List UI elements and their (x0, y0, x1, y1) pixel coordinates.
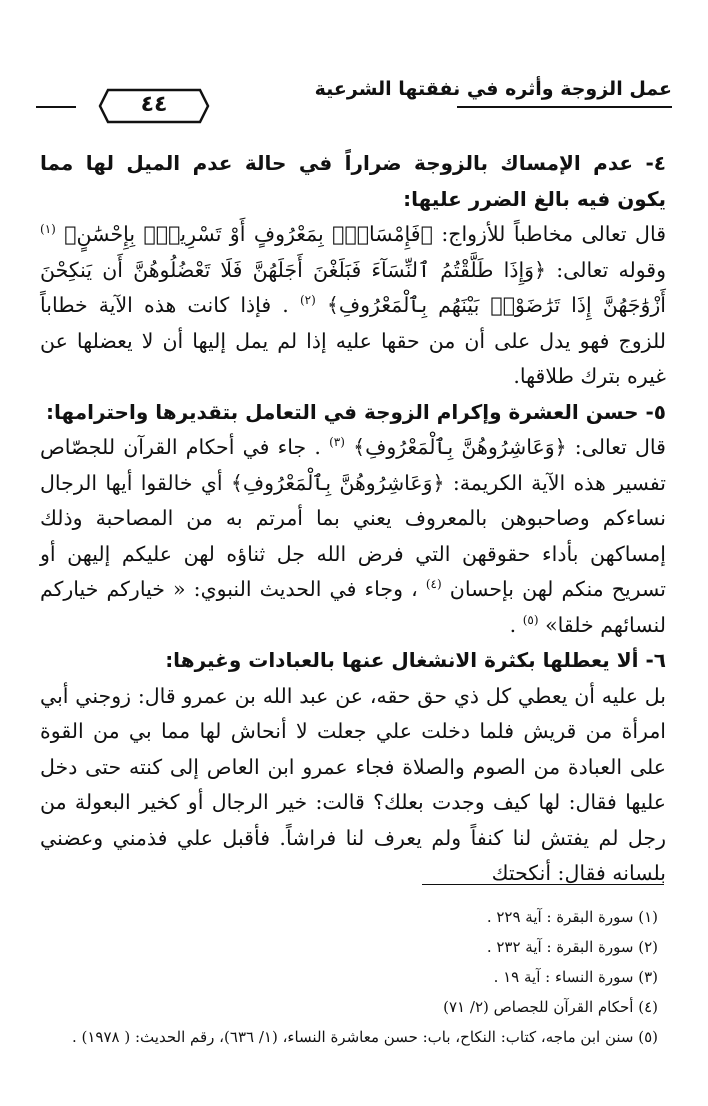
main-text (40, 146, 666, 892)
footnote-ref: (١) (40, 222, 56, 237)
page-header (36, 72, 672, 118)
section-heading-6: ٦- ألا يعطلها بكثرة الانشغال عنها بالعبادات وغيرها: (165, 648, 666, 672)
footnote-ref: (٥) (522, 612, 539, 627)
text-span: . فإذا كانت هذه الآية خطاباً للزوج فهو يدل على أن من حقها عليه إذا لم يمل إليها أن لا يعضلها عن غيره بترك طلاقها. (40, 293, 666, 388)
quran-verse: ﴿وَعَاشِرُوهُنَّ بِٱلْمَعْرُوفِ﴾ (230, 470, 445, 495)
header-rule (457, 106, 672, 108)
footnote-ref: (٤) (425, 577, 442, 592)
footnote-4: (٤) أحكام القرآن للجصاص (٢/ ٧١) (443, 998, 658, 1016)
quran-verse: ﴿وَعَاشِرُوهُنَّ بِٱلْمَعْرُوفِ﴾ (353, 435, 567, 459)
footnote-ref: (٣) (329, 435, 345, 450)
page-number-badge (98, 86, 210, 126)
quran-verse: ﴿وَإِذَا طَلَّقْتُمُ ٱلنِّسَآءَ فَبَلَغْنَ أَجَلَهُنَّ فَلَا تَعْضُلُوهُنَّ أَن يَنكِحْنَ أَزْوَٰجَهُنَّ إِذَا تَرَٰضَوْا۟ بَيْنَهُم بِٱلْمَعْرُوفِ﴾ (40, 257, 666, 317)
footnote-2: (٢) سورة البقرة : آية ٢٣٢ . (486, 938, 658, 956)
paragraph-4 (40, 217, 666, 395)
text-span: قال تعالى مخاطباً للأزواج: (432, 222, 666, 246)
page-number: ٤٤ (140, 92, 168, 117)
section-heading-4: ٤- عدم الإمساك بالزوجة ضراراً في حالة عدم الميل لها مما يكون فيه بالغ الضرر عليها: (40, 151, 666, 211)
text-span: قال تعالى: (566, 435, 666, 459)
text-span: وقوله تعالى: (546, 257, 666, 282)
running-title: عمل الزوجة وأثره في نفقتها الشرعية (314, 78, 672, 100)
section-heading-5: ٥- حسن العشرة وإكرام الزوجة في التعامل بتقديرها واحترامها: (46, 399, 666, 424)
footnote-separator (422, 884, 664, 885)
footnote-5: (٥) سنن ابن ماجه، كتاب: النكاح، باب: حسن معاشرة النساء، (١/ ٦٣٦)، رقم الحديث: ( ١٩٧٨) . (71, 1028, 658, 1046)
footnotes (30, 902, 658, 1052)
paragraph-5 (40, 430, 666, 643)
text-span: . (509, 612, 517, 637)
header-rule-left (36, 106, 76, 108)
text-span: أي خالقوا أيها الرجال نساءكم وصاحبوهن بالمعروف يعني بما أمرتم به من المصاحبة وذلك إمساكهن بأداء حقوقهن التي فرض الله جل ثناؤه لهن عليكم إليهن أو تسريح منكم لهن بإحسان (40, 470, 666, 601)
quran-verse: ﴿فَإِمْسَاكٌۢ بِمَعْرُوفٍ أَوْ تَسْرِيحٌۢ بِإِحْسَٰنٍ﴾ (64, 222, 433, 246)
footnote-ref: (٢) (299, 293, 316, 308)
text-span: ، وجاء في الحديث النبوي: « خياركم خياركم لنسائهم خلقا» (40, 577, 666, 637)
footnote-3: (٣) سورة النساء : آية ١٩ . (493, 968, 658, 986)
text-span: . جاء في أحكام القرآن للجصّاص تفسير هذه الآية الكريمة: (40, 435, 666, 495)
footnote-1: (١) سورة البقرة : آية ٢٢٩ . (486, 908, 658, 926)
paragraph-6: بل عليه أن يعطي كل ذي حق حقه، عن عبد الله بن عمرو قال: زوجني أبي امرأة من قريش فلما دخلت علي جعلت لا أنحاش لها مما بي من القوة على العبادة من الصوم والصلاة فجاء عمرو ابن العاص إلى كنته حتى دخل عليها فقال: لها كيف وجدت بعلك؟ قالت: خير الرجال أو كخير البعولة من رجل لم يفتش لنا كنفاً ولم يعرف لنا فراشاً. فأقبل علي فذمني وعضني بلسانه فقال: أنكحتك (40, 683, 666, 885)
